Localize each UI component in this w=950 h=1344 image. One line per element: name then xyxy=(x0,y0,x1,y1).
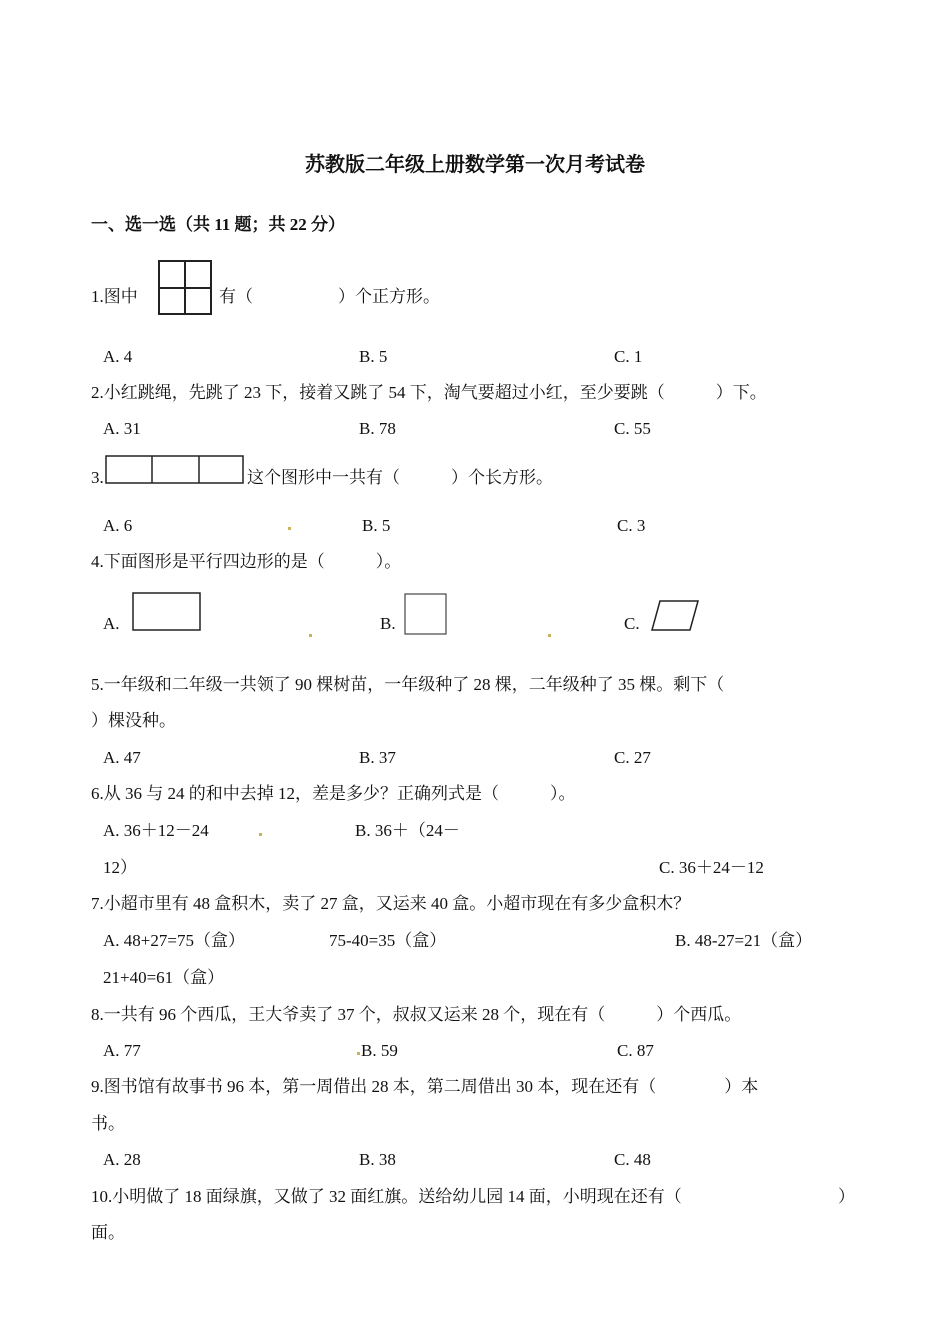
q2-stem: 2.小红跳绳，先跳了 23 下，接着又跳了 54 下，淘气要超过小红，至少要跳（ ）下。 xyxy=(91,383,767,402)
q7-option-a-line1[interactable]: A. 48+27=75（盒） xyxy=(103,931,245,950)
q5-option-a[interactable]: A. 47 xyxy=(103,748,141,767)
q4-square-figure xyxy=(404,593,448,635)
q1-option-c[interactable]: C. 1 xyxy=(614,347,643,366)
page-title: 苏教版二年级上册数学第一次月考试卷 xyxy=(305,154,645,176)
q3-rectangle-strip-figure xyxy=(105,455,245,485)
q6-option-a[interactable]: A. 36＋12－24 xyxy=(103,821,209,840)
q3-stem-prefix: 3. xyxy=(91,468,104,487)
q5-stem-line1: 5.一年级和二年级一共领了 90 棵树苗，一年级种了 28 棵，二年级种了 35 棵。剩下（ xyxy=(91,675,725,694)
q2-option-c[interactable]: C. 55 xyxy=(614,419,651,438)
q7-stem: 7.小超市里有 48 盒积木，卖了 27 盒，又运来 40 盒。小超市现在有多少盒积木？ xyxy=(91,894,691,913)
q6-option-c[interactable]: C. 36＋24－12 xyxy=(659,858,764,877)
q8-option-c[interactable]: C. 87 xyxy=(617,1041,654,1060)
q5-stem-line2: ）棵没种。 xyxy=(91,711,176,730)
scan-speck xyxy=(548,634,551,637)
scan-speck xyxy=(309,634,312,637)
scan-speck xyxy=(288,527,291,530)
q5-option-c[interactable]: C. 27 xyxy=(614,748,651,767)
q6-stem: 6.从 36 与 24 的和中去掉 12，差是多少？正确列式是（ ）。 xyxy=(91,784,576,803)
section-heading: 一、选一选（共 11 题；共 22 分） xyxy=(91,215,346,234)
scan-speck xyxy=(259,833,262,836)
q7-option-a-line2[interactable]: 75-40=35（盒） xyxy=(329,931,447,950)
q8-stem: 8.一共有 96 个西瓜，王大爷卖了 37 个，叔叔又运来 28 个，现在有（ ）个西瓜。 xyxy=(91,1005,742,1024)
q9-stem-line2: 书。 xyxy=(91,1114,125,1133)
q8-option-a[interactable]: A. 77 xyxy=(103,1041,141,1060)
q10-stem-line2: 面。 xyxy=(91,1223,125,1242)
q6-option-b-line2[interactable]: 12） xyxy=(103,858,137,877)
q10-stem-line1-end: ） xyxy=(838,1187,855,1206)
q3-option-b[interactable]: B. 5 xyxy=(362,516,391,535)
q8-option-b[interactable]: B. 59 xyxy=(361,1041,398,1060)
q7-option-b-line2[interactable]: 21+40=61（盒） xyxy=(103,968,225,987)
q3-option-a[interactable]: A. 6 xyxy=(103,516,133,535)
q9-option-b[interactable]: B. 38 xyxy=(359,1150,396,1169)
q9-stem-line1: 9.图书馆有故事书 96 本，第一周借出 28 本，第二周借出 30 本，现在还有（ ）本 xyxy=(91,1077,759,1096)
q6-option-b-line1[interactable]: B. 36＋（24－ xyxy=(355,821,460,840)
q1-square-grid-figure xyxy=(158,260,213,316)
q3-option-c[interactable]: C. 3 xyxy=(617,516,646,535)
q7-option-b-line1[interactable]: B. 48-27=21（盒） xyxy=(675,931,813,950)
q1-stem-suffix: 有（ ）个正方形。 xyxy=(219,287,440,306)
q4-option-c[interactable]: C. xyxy=(624,614,640,633)
scan-speck xyxy=(357,1052,360,1055)
q9-option-a[interactable]: A. 28 xyxy=(103,1150,141,1169)
q4-option-a[interactable]: A. xyxy=(103,614,120,633)
q1-option-b[interactable]: B. 5 xyxy=(359,347,388,366)
q4-option-b[interactable]: B. xyxy=(380,614,396,633)
q4-rectangle-figure xyxy=(132,592,202,632)
q10-stem-line1: 10.小明做了 18 面绿旗，又做了 32 面红旗。送给幼儿园 14 面，小明现在还有（ xyxy=(91,1187,682,1206)
q9-option-c[interactable]: C. 48 xyxy=(614,1150,651,1169)
q1-option-a[interactable]: A. 4 xyxy=(103,347,133,366)
q2-option-b[interactable]: B. 78 xyxy=(359,419,396,438)
q2-option-a[interactable]: A. 31 xyxy=(103,419,141,438)
q5-option-b[interactable]: B. 37 xyxy=(359,748,396,767)
q4-stem: 4.下面图形是平行四边形的是（ ）。 xyxy=(91,552,402,571)
q3-stem-suffix: 这个图形中一共有（ ）个长方形。 xyxy=(247,468,553,487)
q1-stem-prefix: 1.图中 xyxy=(91,287,138,306)
q4-parallelogram-figure xyxy=(650,599,700,633)
